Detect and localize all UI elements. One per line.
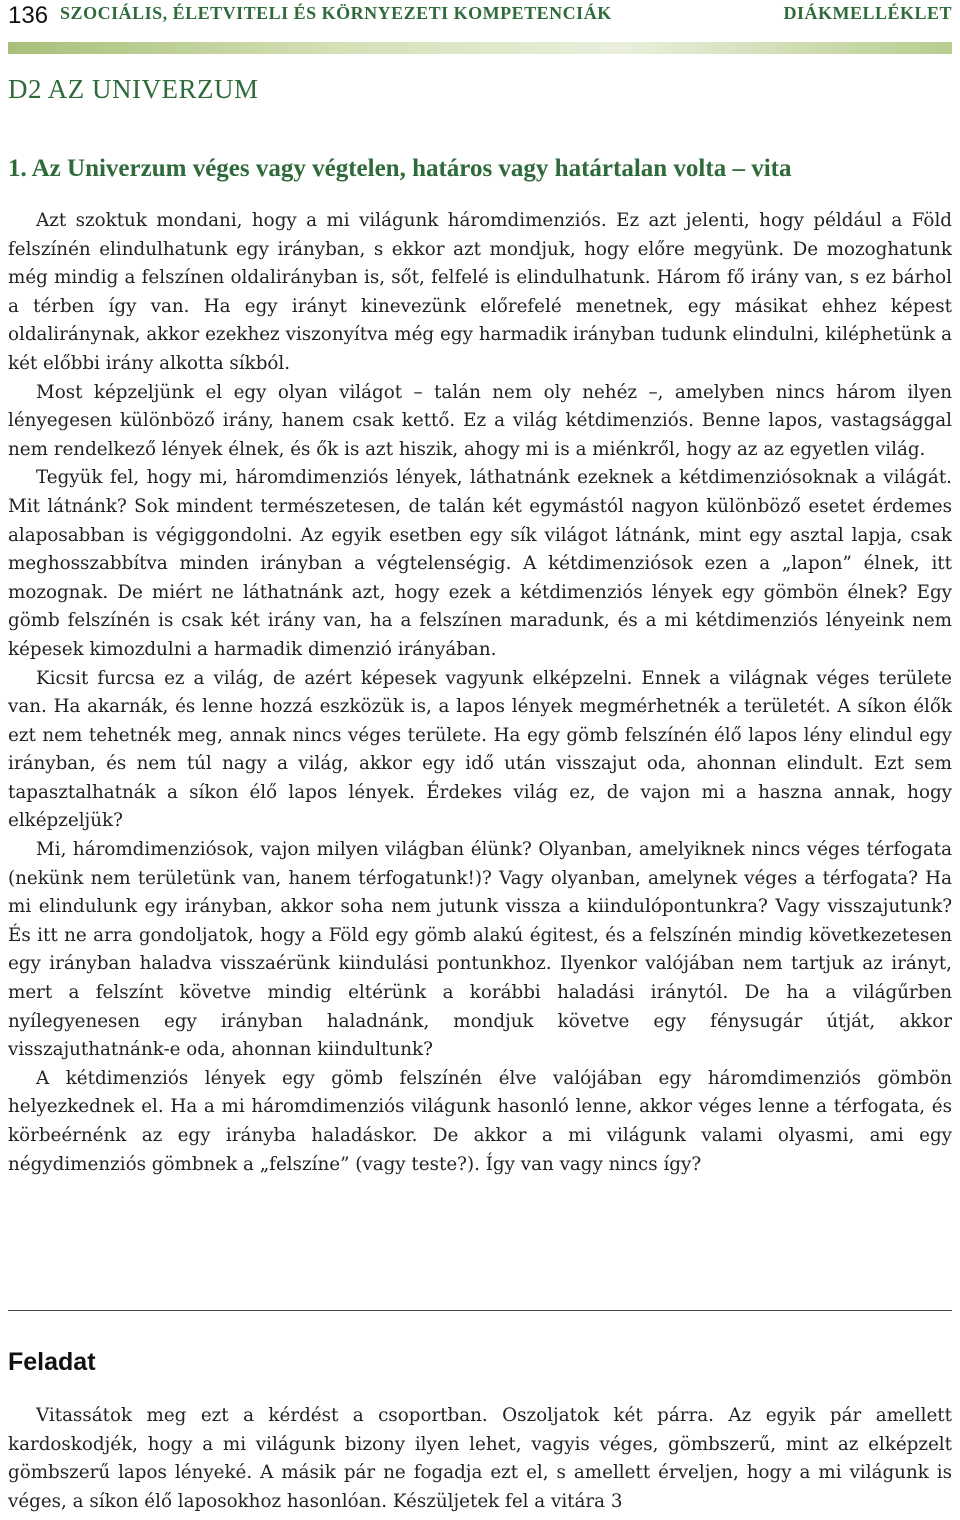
paragraph: Kicsit furcsa ez a világ, de azért képesek vagyunk elképzelni. Ennek a világnak véges területe van. Ha akarnák, és lenne hozzá eszközük is, a lapos lények megmérhetnék a területét. A síkon élők ezt nem tehetnék meg, annak nincs véges területe. Ha egy gömb felszínén élő lapos lény elindul egy irányban, és nem túl nagy a világ, akkor egy idő után visszajut oda, ahonnan elindult. Ezt sem tapasztalhatnák a síkon élő lapos lények. Érdekes világ ez, de vajon mi a haszna annak, hogy elképzeljük? [8,667,952,832]
task-heading: Feladat [8,1348,96,1376]
task-body [8,1402,952,1516]
body-text [8,207,952,1179]
paragraph: Most képzeljünk el egy olyan világot – talán nem oly nehéz –, amelyben nincs három ilyen lényegesen különböző irány, hanem csak kettő. Ez a világ kétdimenziós. Benne lapos, vastagsággal nem rendelkező lények élnek, és ők is azt hiszik, ahogy mi is a miénkről, hogy az az egyetlen világ. [8,381,952,460]
subheading: 1. Az Univerzum véges vagy végtelen, határos vagy határtalan volta – vita [8,155,792,182]
page-number: 136 [8,2,49,29]
paragraph: A kétdimenziós lények egy gömb felszínén élve valójában egy háromdimenziós gömbön helyezkednek el. Ha a mi háromdimenziós világunk hasonló lenne, akkor véges lenne a térfogata, és körbeérnénk az egy irányba haladáskor. De akkor a mi világunk valami olyasmi, ami egy négydimenziós gömbnek a „felszíne” (vagy teste?). Így van vagy nincs így? [8,1067,952,1175]
header-rule [8,42,952,54]
divider [8,1310,952,1311]
page-header [8,0,952,30]
running-title: SZOCIÁLIS, ÉLETVITELI ÉS KÖRNYEZETI KOMPETENCIÁK [60,3,612,23]
task-paragraph: Vitassátok meg ezt a kérdést a csoportban. Oszoljatok két párra. Az egyik pár amellett kardoskodjék, hogy a mi világunk bizony ilyen lehet, vagyis véges, gömbszerű, mint az elképzelt gömbszerű lapos lényeké. A másik pár ne fogadja ezt el, s amellett érveljen, hogy a mi világunk is véges, a síkon élő laposokhoz hasonlóan. Készüljetek fel a vitára 3 [8,1405,952,1512]
paragraph: Mi, háromdimenziósok, vajon milyen világban élünk? Olyanban, amelyiknek nincs véges térfogata (nekünk nem területünk van, hanem térfogatunk!)? Vagy olyanban, amelynek véges a térfogata? Ha mi elindulunk egy irányban, akkor soha nem jutunk vissza a kiindulópontunkra? Vagy visszajutunk? És itt ne arra gondoljatok, hogy a Föld egy gömb alakú égitest, és a felszínén mindig következetesen egy irányban haladva visszaérünk kiindulási pontunkhoz. Ilyenkor valójában nem tartjuk az irányt, mert a felszínt követve mindig eltérünk a korábbi haladási iránytól. De ha a világűrben nyílegyenesen egy irányban haladnánk, mondjuk követve egy fénysugár útját, akkor visszajuthatnánk-e oda, ahonnan kiindultunk? [8,839,952,1061]
paragraph: Azt szoktuk mondani, hogy a mi világunk háromdimenziós. Ez azt jelenti, hogy például a Föld felszínén elindulhatunk egy irányban, s ekkor azt mondjuk, hogy előre megyünk. De mozoghatunk még mindig a felszínen oldalirányban is, sőt, felfelé is elindulhatunk. Három fő irány van, s ez bárhol a térben így van. Ha egy irányt kinevezünk előrefelé menetnek, egy másikat ehhez képest oldaliránynak, akkor ezekhez viszonyítva még egy harmadik irányban tudunk elindulni, kiléphetünk a két előbbi irány alkotta síkból. [8,210,952,374]
section-label: DIÁKMELLÉKLET [783,3,952,23]
section-title: D2 AZ UNIVERZUM [8,74,259,104]
paragraph: Tegyük fel, hogy mi, háromdimenziós lények, láthatnánk ezeknek a kétdimenziósoknak a világát. Mit látnánk? Sok mindent természetesen, de talán két egymástól nagyon különböző esetet érdemes alaposabban is végiggondolni. Az egyik esetben egy sík világot látnánk, mint egy asztal lapja, csak meghosszabbítva minden irányban a végtelenségig. A kétdimenziósok ezen a „lapon” élnek, itt mozognak. De miért ne láthatnánk azt, hogy ezek a kétdimenziós lények egy gömbön élnek? Egy gömb felszínén is csak két irány van, ha a felszínen maradunk, és a mi kétdimenziós lényeink nem képesek kimozdulni a harmadik dimenzió irányában. [8,467,952,660]
